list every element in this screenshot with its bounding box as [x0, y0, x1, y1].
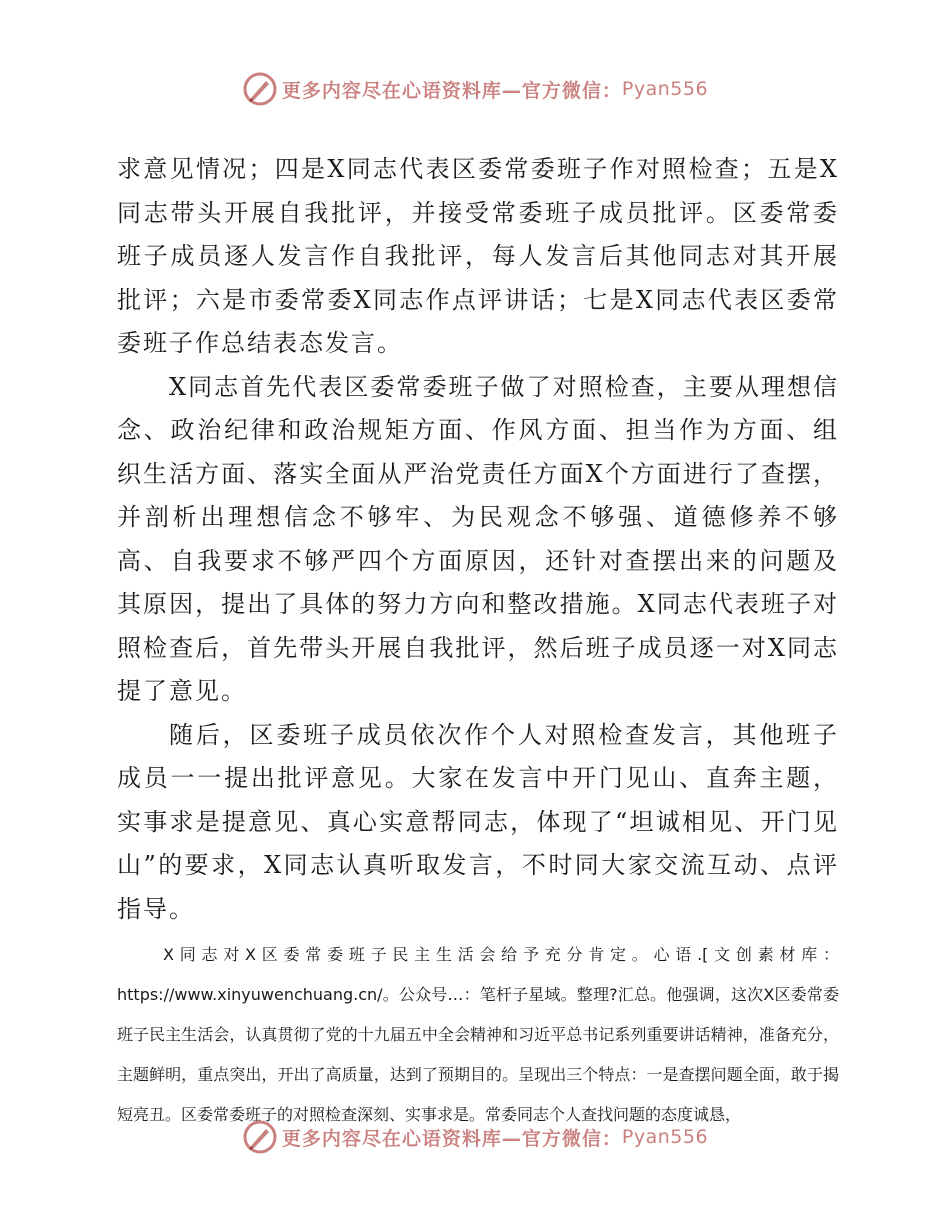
banner-wechat-id: Pyan556 [621, 78, 709, 100]
paragraph-4: X同志对X区委常委班子民主生活会给予充分肯定。心语.[文创素材库：https://www.xinyuwenchuang.cn/。公众号…：笔杆子星域。整理?汇总。他强调，这次X区委常委班子民主生活会，认真贯彻了党的十九届五中全会精神和习近平总书记系列重要讲话精神，准备充分，主题鲜明，重点突出，开出了高质量，达到了预期目的。呈现出三个特点：一是查摆问题全面，敢于揭短亮丑。区委常委班子的对照检查深刻、实事求是。常委同志个人查找问题的态度诚恳， [117, 945, 839, 1124]
pen-logo-icon [242, 71, 278, 107]
pen-logo-icon [242, 1119, 278, 1155]
banner-text: 更多内容尽在心语资料库—官方微信： [281, 1127, 622, 1150]
paragraph-3: 随后，区委班子成员依次作个人对照检查发言，其他班子成员一一提出批评意见。大家在发言中开门见山、直奔主题，实事求是提意见、真心实意帮同志，体现了“坦诚相见、开门见山”的要求，X同志认真听取发言，不时同大家交流互动、点评指导。 [117, 720, 839, 923]
paragraph-1: 求意见情况；四是X同志代表区委常委班子作对照检查；五是X同志带头开展自我批评，并接受常委班子成员批评。区委常委班子成员逐人发言作自我批评，每人发言后其他同志对其开展批评；六是市委常委X同志作点评讲话；七是X同志代表区委常委班子作总结表态发言。 [117, 155, 839, 357]
footer-banner [0, 1112, 950, 1162]
document-body [117, 148, 839, 1135]
banner-wechat-id: Pyan556 [621, 1126, 709, 1148]
paragraph-2: X同志首先代表区委常委班子做了对照检查，主要从理想信念、政治纪律和政治规矩方面、作风方面、担当作为方面、组织生活方面、落实全面从严治党责任方面X个方面进行了查摆，并剖析出理想信念不够牢、为民观念不够强、道德修养不够高、自我要求不够严四个方面原因，还针对查摆出来的问题及其原因，提出了具体的努力方向和整改措施。X同志代表班子对照检查后，首先带头开展自我批评，然后班子成员逐一对X同志提了意见。 [117, 372, 839, 705]
banner-text: 更多内容尽在心语资料库—官方微信： [281, 79, 622, 102]
header-banner [0, 64, 950, 114]
